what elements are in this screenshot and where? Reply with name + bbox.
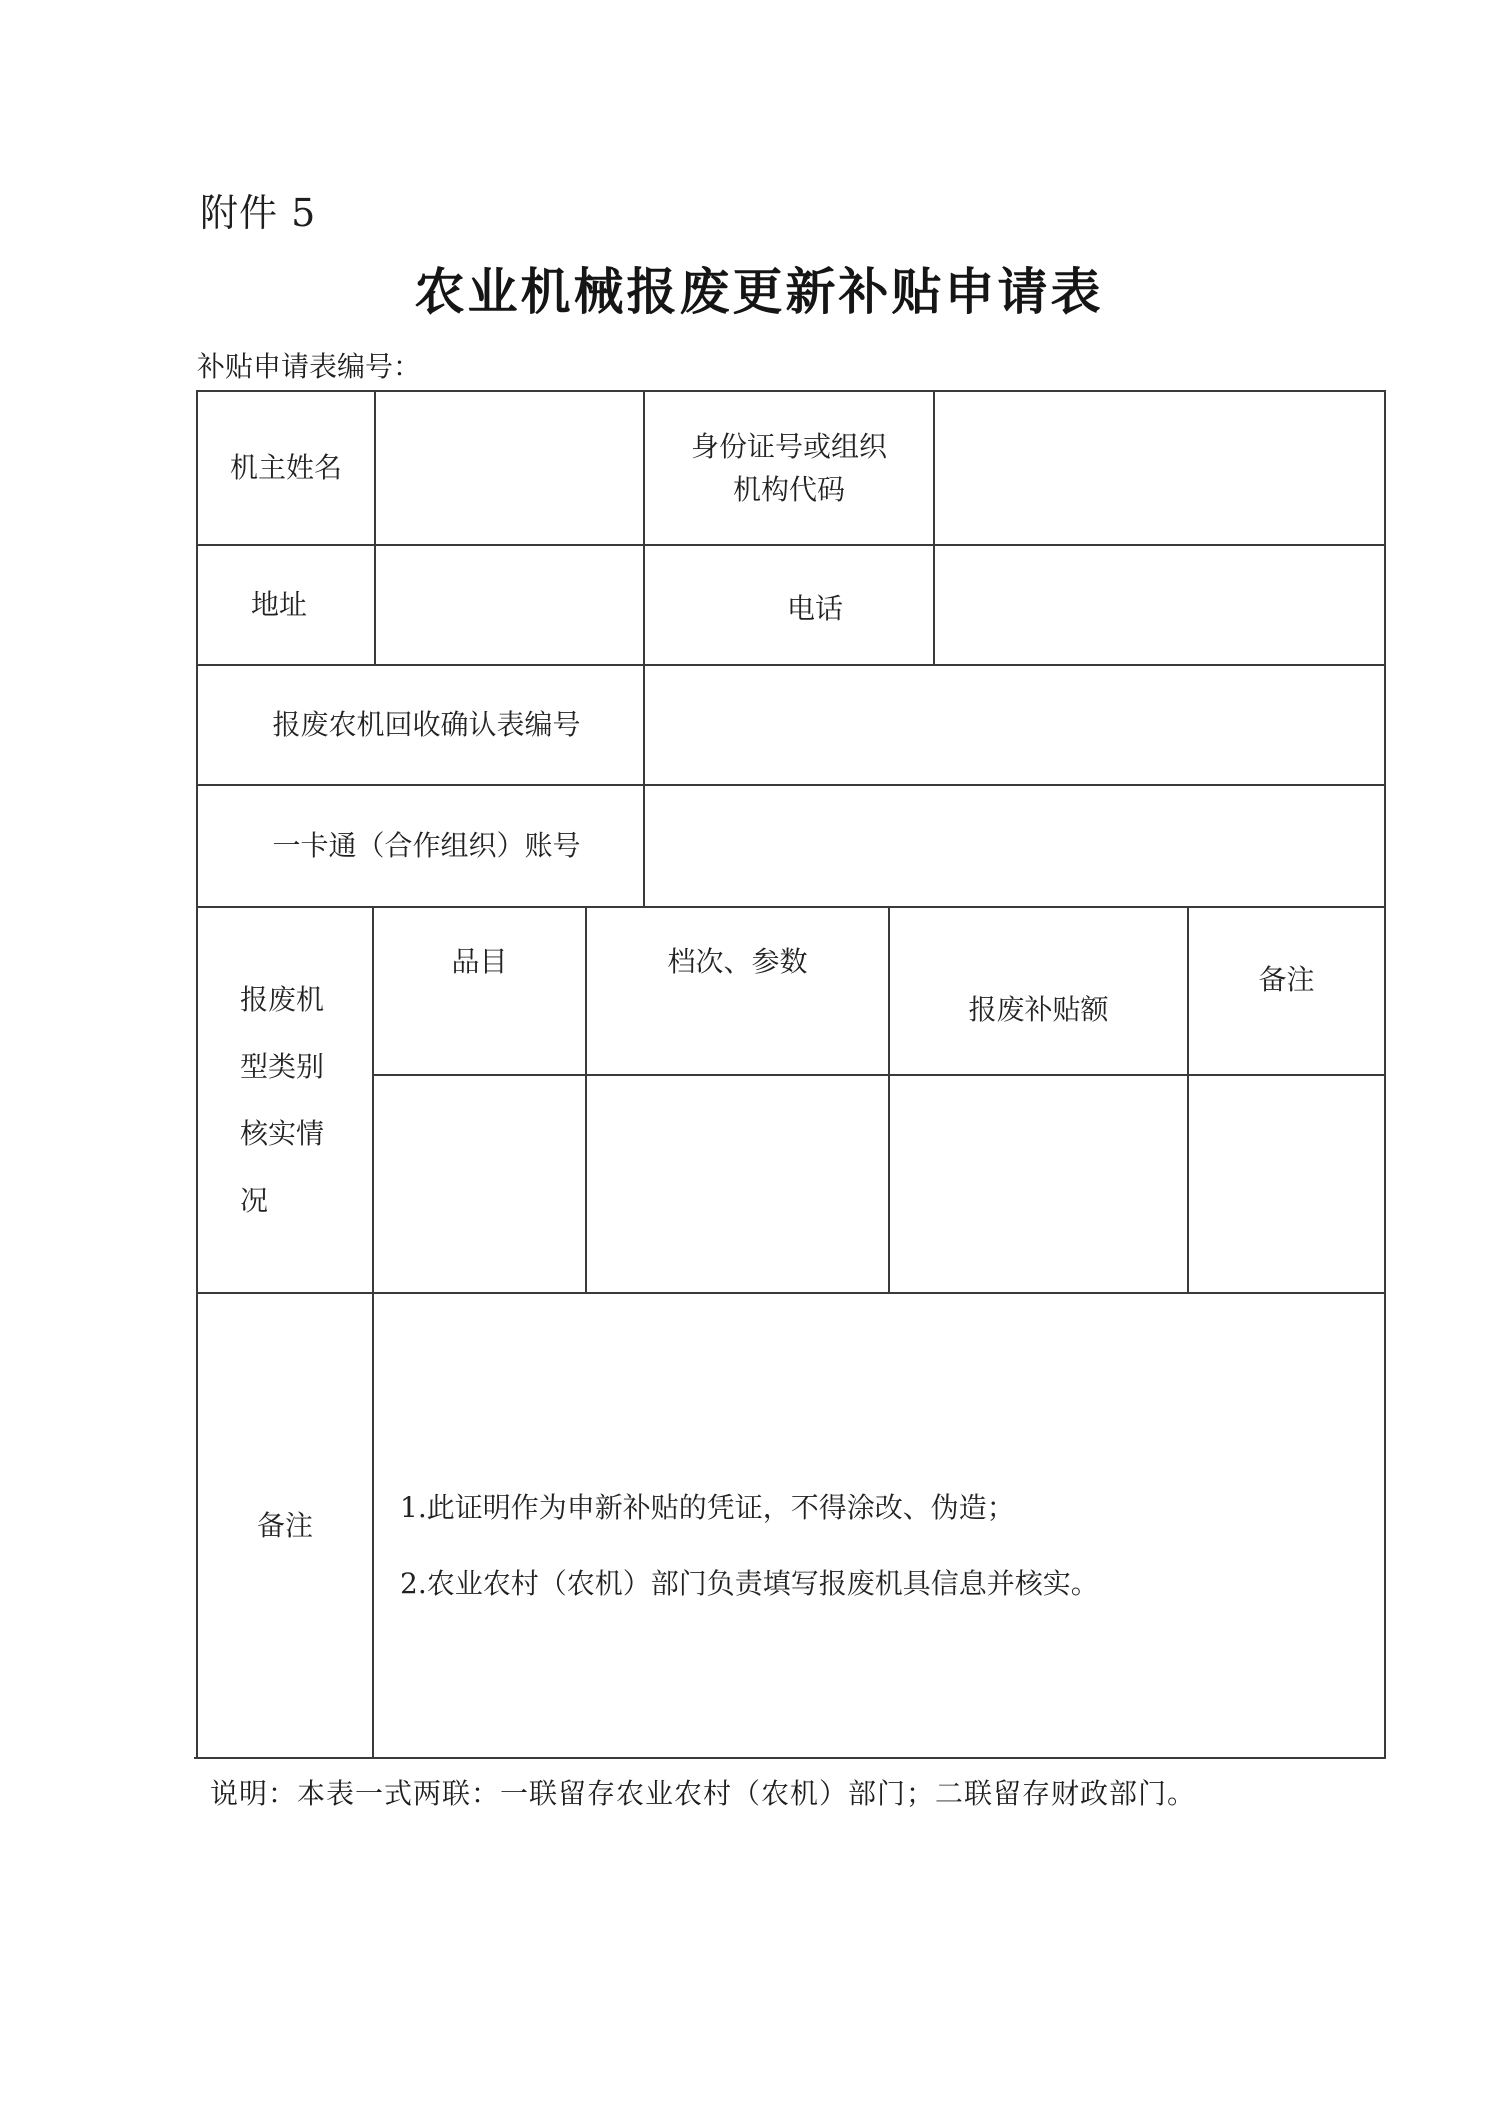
recycle-confirmation-number-label: 报废农机回收确认表编号 bbox=[272, 708, 581, 742]
recycle-confirmation-number-field[interactable] bbox=[645, 666, 1384, 784]
column-header-item: 品目 bbox=[451, 945, 508, 978]
id-number-field[interactable] bbox=[935, 392, 1384, 544]
remarks-field[interactable] bbox=[1189, 1076, 1384, 1292]
table-border-bottom bbox=[194, 1757, 1386, 1759]
item-field[interactable] bbox=[374, 1076, 585, 1292]
address-field[interactable] bbox=[376, 546, 643, 664]
row-divider bbox=[196, 906, 1386, 908]
row-divider bbox=[196, 1292, 1386, 1294]
remarks-note: 1.此证明作为申新补贴的凭证，不得涂改、伪造； bbox=[400, 1491, 1015, 1524]
remarks-notes bbox=[400, 1470, 1099, 1622]
grade-parameters-field[interactable] bbox=[587, 1076, 888, 1292]
owner-name-field[interactable] bbox=[376, 392, 643, 544]
account-number-field[interactable] bbox=[645, 786, 1384, 906]
remarks-label: 备注 bbox=[256, 1508, 313, 1542]
attachment-label: 附件 5 bbox=[200, 191, 317, 235]
remarks-note: 2.农业农村（农机）部门负责填写报废机具信息并核实。 bbox=[400, 1567, 1099, 1600]
form-footnote: 说明：本表一式两联：一联留存农业农村（农机）部门；二联留存财政部门。 bbox=[210, 1777, 1197, 1810]
column-header-grade-parameters: 档次、参数 bbox=[667, 945, 808, 978]
subsidy-amount-field[interactable] bbox=[890, 1076, 1187, 1292]
scrap-model-verification-label bbox=[198, 908, 372, 1292]
form-title: 农业机械报废更新补贴申请表 bbox=[414, 263, 1104, 321]
phone-field[interactable] bbox=[935, 546, 1384, 664]
verification-label-text: 报废机型类别核实情况 bbox=[240, 983, 325, 1217]
serial-number-label: 补贴申请表编号： bbox=[197, 350, 422, 383]
column-header-remarks: 备注 bbox=[1258, 963, 1315, 997]
address-label: 地址 bbox=[250, 588, 307, 622]
account-number-label: 一卡通（合作组织）账号 bbox=[272, 829, 581, 863]
owner-name-label: 机主姓名 bbox=[229, 451, 342, 485]
id-number-label-text: 身份证号或组织机构代码 bbox=[690, 429, 887, 506]
column-header-subsidy-amount: 报废补贴额 bbox=[968, 993, 1109, 1027]
phone-label: 电话 bbox=[786, 592, 843, 626]
id-number-label bbox=[645, 392, 933, 544]
